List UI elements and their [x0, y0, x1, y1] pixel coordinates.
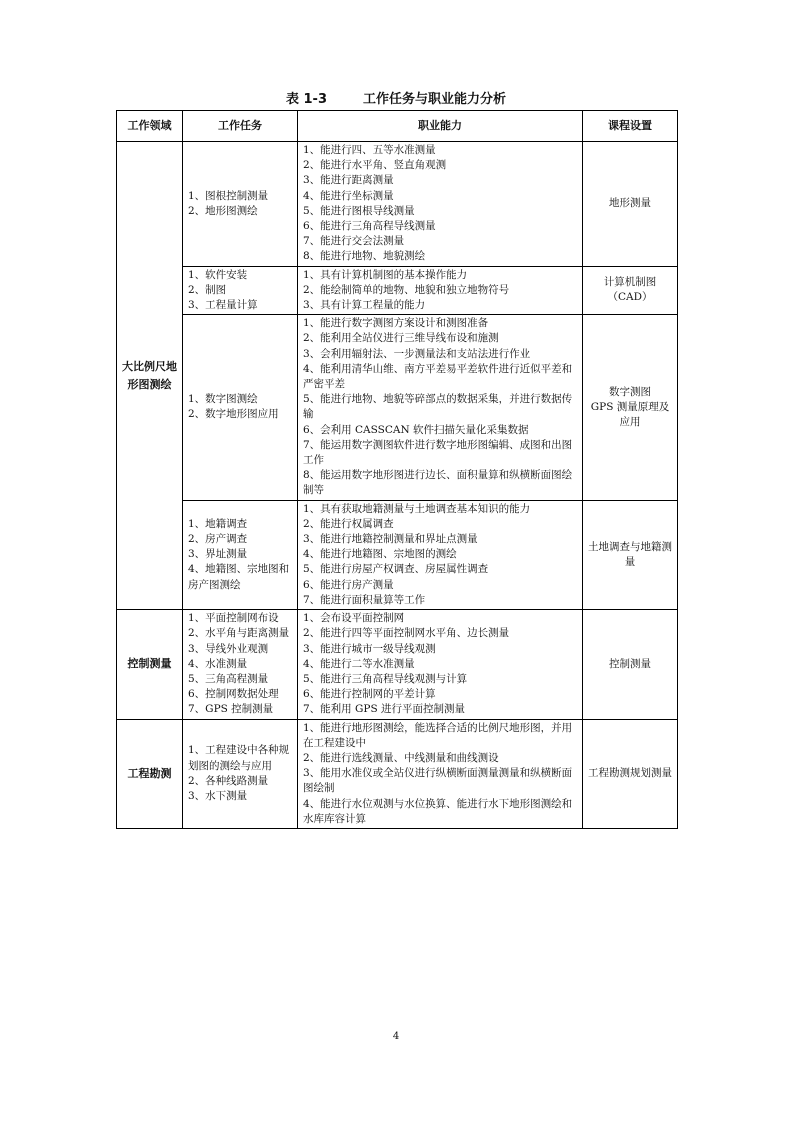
ability-cell-line: 3、能进行城市一级导线观测 — [303, 642, 436, 655]
ability-cell-line: 2、能进行四等平面控制网水平角、边长测量 — [303, 627, 510, 640]
course-cell-line: 数字测图 — [609, 385, 651, 398]
work-task-cell-line: 3、导线外业观测 — [188, 642, 269, 655]
ability-cell-line: 4、能进行水位观测与水位换算、能进行水下地形图测绘和水库库容计算 — [303, 797, 573, 825]
work-task-cell — [183, 142, 298, 267]
ability-cell-line: 4、能进行二等水准测量 — [303, 657, 415, 670]
work-task-cell-line: 1、软件安装 — [188, 268, 248, 281]
work-task-cell-line: 1、地籍调查 — [188, 517, 248, 530]
work-task-cell-line: 2、地形图测绘 — [188, 204, 258, 217]
work-task-cell-line: 3、工程量计算 — [188, 299, 258, 312]
ability-cell-line: 2、能进行选线测量、中线测量和曲线测设 — [303, 751, 499, 764]
table-body — [117, 142, 678, 829]
work-task-cell-line: 1、数字图测绘 — [188, 393, 258, 406]
course-cell-line: 土地调查与地籍测量 — [588, 540, 672, 568]
ability-cell — [298, 500, 583, 609]
work-domain-cell: 工程勘测 — [117, 719, 183, 828]
course-cell-line: 工程勘测规划测量 — [588, 767, 672, 780]
table-row — [117, 142, 678, 267]
ability-cell-line: 7、能进行交会法测量 — [303, 235, 405, 248]
work-domain-cell: 大比例尺地形图测绘 — [117, 142, 183, 610]
ability-cell-line: 7、能利用 GPS 进行平面控制测量 — [303, 703, 466, 716]
work-task-cell-line: 1、图根控制测量 — [188, 189, 269, 202]
ability-cell-line: 1、具有计算机制图的基本操作能力 — [303, 268, 468, 281]
table-number: 表 1-3 — [285, 92, 327, 107]
ability-cell-line: 7、能运用数字测图软件进行数字地形图编辑、成图和出图工作 — [303, 438, 573, 467]
work-task-cell-line: 2、房产调查 — [188, 533, 248, 546]
ability-cell-line: 1、具有获取地籍测量与土地调查基本知识的能力 — [303, 502, 531, 515]
course-cell-line: 控制测量 — [609, 657, 651, 670]
table-row — [117, 500, 678, 609]
ability-cell-line: 1、能进行数字测图方案设计和测图准备 — [303, 317, 489, 330]
header-course-setting: 课程设置 — [583, 111, 678, 142]
work-task-cell-line: 2、制图 — [188, 283, 227, 296]
ability-cell-line: 2、能进行水平角、竖直角观测 — [303, 159, 447, 172]
ability-cell-line: 4、能进行地籍图、宗地图的测绘 — [303, 548, 457, 561]
work-task-cell-line: 2、各种线路测量 — [188, 774, 269, 787]
ability-cell-line: 5、能进行三角高程导线观测与计算 — [303, 672, 468, 685]
work-task-cell-line: 2、水平角与距离测量 — [188, 627, 290, 640]
work-task-cell-line: 7、GPS 控制测量 — [188, 703, 274, 716]
table-row — [117, 610, 678, 719]
competency-table — [116, 110, 678, 829]
course-cell-line: 计算机制图（CAD） — [603, 276, 657, 304]
work-task-cell-line: 3、界址测量 — [188, 548, 248, 561]
ability-cell-line: 4、能利用清华山维、南方平差易平差软件进行近似平差和严密平差 — [303, 362, 573, 391]
ability-cell-line: 1、能进行四、五等水准测量 — [303, 144, 436, 156]
course-cell — [583, 315, 678, 500]
ability-cell-line: 2、能利用全站仪进行三维导线布设和施测 — [303, 332, 499, 345]
work-task-cell-line: 4、水准测量 — [188, 657, 248, 670]
ability-cell-line: 5、能进行图根导线测量 — [303, 204, 415, 217]
work-task-cell-line: 1、工程建设中各种规划图的测绘与应用 — [188, 744, 290, 772]
work-task-cell-line: 5、三角高程测量 — [188, 672, 269, 685]
work-task-cell — [183, 500, 298, 609]
course-cell-line: GPS 测量原理及应用 — [590, 400, 670, 429]
work-task-cell-line: 3、水下测量 — [188, 789, 248, 802]
table-title-text: 工作任务与职业能力分析 — [363, 92, 507, 107]
ability-cell — [298, 315, 583, 500]
ability-cell-line: 5、能进行房屋产权调查、房屋属性调查 — [303, 563, 489, 576]
ability-cell — [298, 610, 583, 719]
table-row — [117, 315, 678, 500]
ability-cell-line: 2、能绘制简单的地物、地貌和独立地物符号 — [303, 283, 510, 296]
table-row — [117, 266, 678, 315]
ability-cell-line: 8、能进行地物、地貌测绘 — [303, 250, 426, 263]
ability-cell-line: 3、会利用辐射法、一步测量法和支站法进行作业 — [303, 347, 531, 360]
work-task-cell-line: 6、控制网数据处理 — [188, 688, 279, 701]
work-task-cell — [183, 315, 298, 500]
course-cell-line: 地形测量 — [609, 197, 651, 210]
ability-cell-line: 6、能进行房产测量 — [303, 578, 394, 591]
ability-cell-line: 1、能进行地形图测绘，能选择合适的比例尺地形图，并用在工程建设中 — [303, 721, 573, 749]
ability-cell-line: 5、能进行地物、地貌等碎部点的数据采集，并进行数据传输 — [303, 393, 573, 421]
ability-cell-line: 3、能进行地籍控制测量和界址点测量 — [303, 533, 478, 546]
header-work-domain: 工作领域 — [117, 111, 183, 142]
course-cell — [583, 500, 678, 609]
work-task-cell-line: 1、平面控制网布设 — [188, 612, 279, 625]
ability-cell — [298, 142, 583, 267]
course-cell — [583, 610, 678, 719]
table-row — [117, 719, 678, 828]
header-professional-ability: 职业能力 — [298, 111, 583, 142]
ability-cell-line: 3、具有计算工程量的能力 — [303, 299, 426, 312]
ability-cell-line: 8、能运用数字地形图进行边长、面积量算和纵横断面图绘制等 — [303, 469, 573, 497]
course-cell — [583, 266, 678, 315]
ability-cell — [298, 266, 583, 315]
ability-cell-line: 3、能进行距离测量 — [303, 174, 394, 187]
ability-cell-line: 6、能进行三角高程导线测量 — [303, 220, 436, 233]
header-row — [117, 111, 678, 142]
header-work-task: 工作任务 — [183, 111, 298, 142]
course-cell — [583, 719, 678, 828]
ability-cell-line: 2、能进行权属调查 — [303, 517, 394, 530]
page-number: 4 — [392, 1031, 400, 1042]
ability-cell — [298, 719, 583, 828]
ability-cell-line: 7、能进行面积量算等工作 — [303, 593, 426, 606]
work-task-cell — [183, 266, 298, 315]
ability-cell-line: 3、能用水准仪或全站仪进行纵横断面测量测量和纵横断面图绘制 — [303, 767, 573, 795]
ability-cell-line: 1、会布设平面控制网 — [303, 612, 405, 625]
work-task-cell — [183, 719, 298, 828]
ability-cell-line: 6、会利用 CASSCAN 软件扫描矢量化采集数据 — [303, 423, 529, 436]
work-domain-cell: 控制测量 — [117, 610, 183, 719]
work-task-cell-line: 4、地籍图、宗地图和房产图测绘 — [188, 563, 290, 591]
work-task-cell-line: 2、数字地形图应用 — [188, 408, 279, 421]
ability-cell-line: 6、能进行控制网的平差计算 — [303, 688, 436, 701]
ability-cell-line: 4、能进行坐标测量 — [303, 189, 394, 202]
work-task-cell — [183, 610, 298, 719]
course-cell — [583, 142, 678, 267]
table-title — [0, 88, 792, 107]
